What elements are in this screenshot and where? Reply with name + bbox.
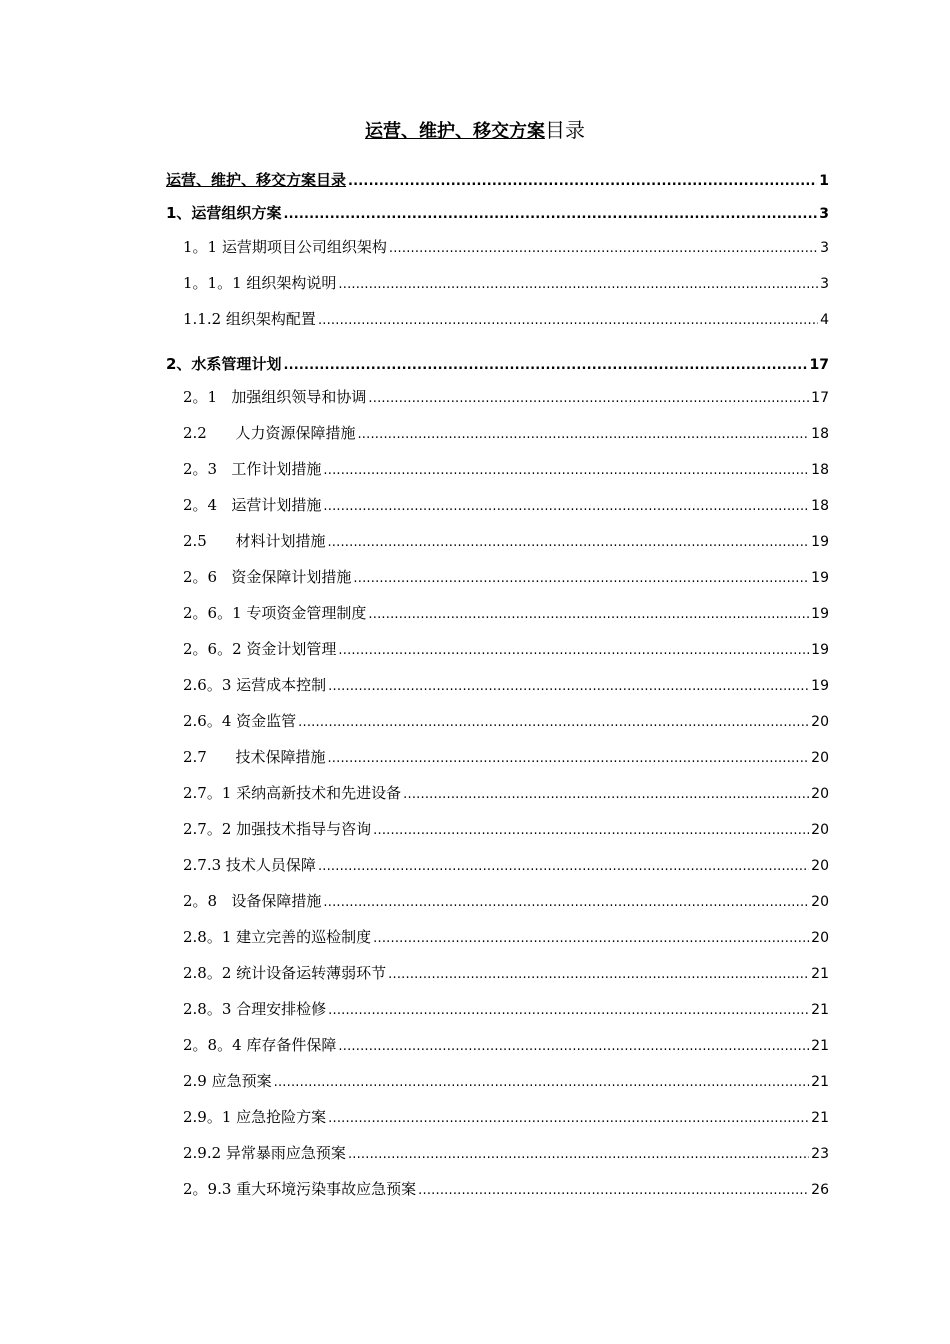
toc-entry[interactable] [183, 889, 829, 913]
toc-leader [338, 273, 818, 297]
toc-entry-label: 2.9.2 异常暴雨应急预案 [183, 1144, 346, 1162]
toc-entry-label: 2。4 运营计划措施 [183, 496, 322, 514]
toc-entry[interactable] [183, 601, 829, 625]
title-plain-part: 目录 [545, 118, 585, 142]
toc-entry-page: 19 [811, 678, 829, 694]
toc-entry-page: 1 [819, 173, 829, 189]
toc-entry-page: 21 [811, 1038, 829, 1054]
toc-entry-label: 2。3 工作计划措施 [183, 460, 322, 478]
toc-entry-label: 2.7.3 技术人员保障 [183, 856, 316, 874]
toc-entry[interactable] [183, 385, 829, 409]
toc-entry-label: 2。6。2 资金计划管理 [183, 640, 337, 658]
title-bold-part: 运营、维护、移交方案 [365, 121, 545, 142]
toc-entry-page: 3 [819, 206, 829, 222]
toc-entry-page: 18 [811, 462, 829, 478]
toc-entry-label: 2.8。3 合理安排检修 [183, 1000, 327, 1018]
toc-entry-label: 运营、维护、移交方案目录 [166, 171, 347, 189]
toc-entry[interactable] [183, 565, 829, 589]
toc-entry[interactable] [183, 1105, 829, 1129]
toc-entry-page: 20 [811, 750, 829, 766]
toc-leader [338, 1035, 809, 1059]
toc-entry-label: 2。8。4 库存备件保障 [183, 1036, 337, 1054]
toc-entry-page: 21 [811, 1074, 829, 1090]
toc-leader [388, 963, 809, 987]
toc-entry-label: 2.9。1 应急抢险方案 [183, 1108, 327, 1126]
toc-entry-label: 2.5 材料计划措施 [183, 532, 326, 550]
toc-entry-label: 2。9.3 重大环境污染事故应急预案 [183, 1180, 417, 1198]
toc-entry-label: 2.8。2 统计设备运转薄弱环节 [183, 964, 387, 982]
toc-entry-page: 20 [811, 894, 829, 910]
document-title [0, 116, 950, 146]
toc-entry[interactable] [183, 781, 829, 805]
toc-entry-label: 1。1。1 组织架构说明 [183, 274, 337, 292]
toc-entry-label: 2。6。1 专项资金管理制度 [183, 604, 367, 622]
toc-leader [389, 237, 818, 261]
toc-entry-label: 2.9 应急预案 [183, 1072, 272, 1090]
toc-entry-page: 26 [811, 1182, 829, 1198]
toc-leader [323, 495, 809, 519]
toc-entry-page: 20 [811, 930, 829, 946]
toc-leader [318, 855, 809, 879]
toc-leader [323, 891, 809, 915]
toc-entry-label: 2。1 加强组织领导和协调 [183, 388, 367, 406]
toc-entry[interactable] [183, 307, 829, 331]
toc-entry-label: 2.7。2 加强技术指导与咨询 [183, 820, 372, 838]
toc-leader [353, 567, 809, 591]
toc-entry-page: 20 [811, 822, 829, 838]
toc-entry[interactable] [166, 352, 829, 376]
toc-entry[interactable] [183, 961, 829, 985]
toc-entry-page: 18 [811, 498, 829, 514]
toc-entry[interactable] [183, 457, 829, 481]
toc-entry[interactable] [183, 271, 829, 295]
toc-entry[interactable] [166, 168, 829, 192]
toc-leader [318, 309, 818, 333]
toc-entry-label: 2.7。1 采纳高新技术和先进设备 [183, 784, 402, 802]
toc-entry-page: 19 [811, 606, 829, 622]
toc-entry-page: 21 [811, 966, 829, 982]
toc-entry[interactable] [183, 709, 829, 733]
toc-entry-page: 20 [811, 714, 829, 730]
toc-leader [368, 387, 809, 411]
toc-leader [338, 639, 809, 663]
toc-entry[interactable] [183, 673, 829, 697]
toc-entry-label: 1、运营组织方案 [166, 204, 282, 222]
toc-entry[interactable] [183, 529, 829, 553]
toc-entry[interactable] [183, 853, 829, 877]
toc-entry-page: 21 [811, 1110, 829, 1126]
toc-leader [323, 459, 809, 483]
toc-entry-page: 4 [820, 312, 829, 328]
toc-leader [298, 711, 809, 735]
toc-entry-page: 17 [811, 390, 829, 406]
toc-entry-label: 2。8 设备保障措施 [183, 892, 322, 910]
toc-leader [348, 170, 817, 194]
toc-entry-page: 17 [809, 357, 829, 373]
toc-leader [348, 1143, 809, 1167]
toc-leader [403, 783, 809, 807]
toc-entry[interactable] [183, 235, 829, 259]
toc-leader [368, 603, 809, 627]
toc-entry-page: 20 [811, 858, 829, 874]
toc-leader [328, 675, 809, 699]
toc-leader [327, 747, 809, 771]
toc-entry-page: 3 [820, 276, 829, 292]
toc-entry-label: 2.8。1 建立完善的巡检制度 [183, 928, 372, 946]
toc-entry[interactable] [183, 1033, 829, 1057]
toc-leader [357, 423, 809, 447]
toc-entry-page: 23 [811, 1146, 829, 1162]
toc-entry-label: 2.6。3 运营成本控制 [183, 676, 327, 694]
toc-entry[interactable] [166, 201, 829, 225]
toc-entry[interactable] [183, 745, 829, 769]
toc-entry[interactable] [183, 1177, 829, 1201]
toc-leader [283, 203, 817, 227]
toc-entry-label: 2.2 人力资源保障措施 [183, 424, 356, 442]
toc-entry-page: 21 [811, 1002, 829, 1018]
toc-entry[interactable] [183, 817, 829, 841]
toc-entry-page: 19 [811, 642, 829, 658]
toc-entry[interactable] [183, 421, 829, 445]
toc-leader [328, 1107, 809, 1131]
toc-entry-label: 2.7 技术保障措施 [183, 748, 326, 766]
toc-entry-page: 3 [820, 240, 829, 256]
toc-leader [373, 819, 809, 843]
toc-entry-page: 19 [811, 570, 829, 586]
toc-entry-label: 1。1 运营期项目公司组织架构 [183, 238, 387, 256]
toc-leader [283, 354, 807, 378]
toc-entry-label: 2。6 资金保障计划措施 [183, 568, 352, 586]
toc-leader [327, 531, 809, 555]
toc-entry-label: 2、水系管理计划 [166, 355, 282, 373]
toc-leader [373, 927, 809, 951]
toc-entry[interactable] [183, 997, 829, 1021]
toc-entry-label: 2.6。4 资金监管 [183, 712, 297, 730]
toc-entry-page: 19 [811, 534, 829, 550]
toc-entry[interactable] [183, 493, 829, 517]
toc-entry-page: 18 [811, 426, 829, 442]
toc-entry-label: 1.1.2 组织架构配置 [183, 310, 316, 328]
toc-entry[interactable] [183, 637, 829, 661]
toc-entry[interactable] [183, 1141, 829, 1165]
toc-entry[interactable] [183, 1069, 829, 1093]
toc-leader [418, 1179, 809, 1203]
toc-leader [274, 1071, 810, 1095]
toc-leader [328, 999, 809, 1023]
toc-entry[interactable] [183, 925, 829, 949]
toc-entry-page: 20 [811, 786, 829, 802]
